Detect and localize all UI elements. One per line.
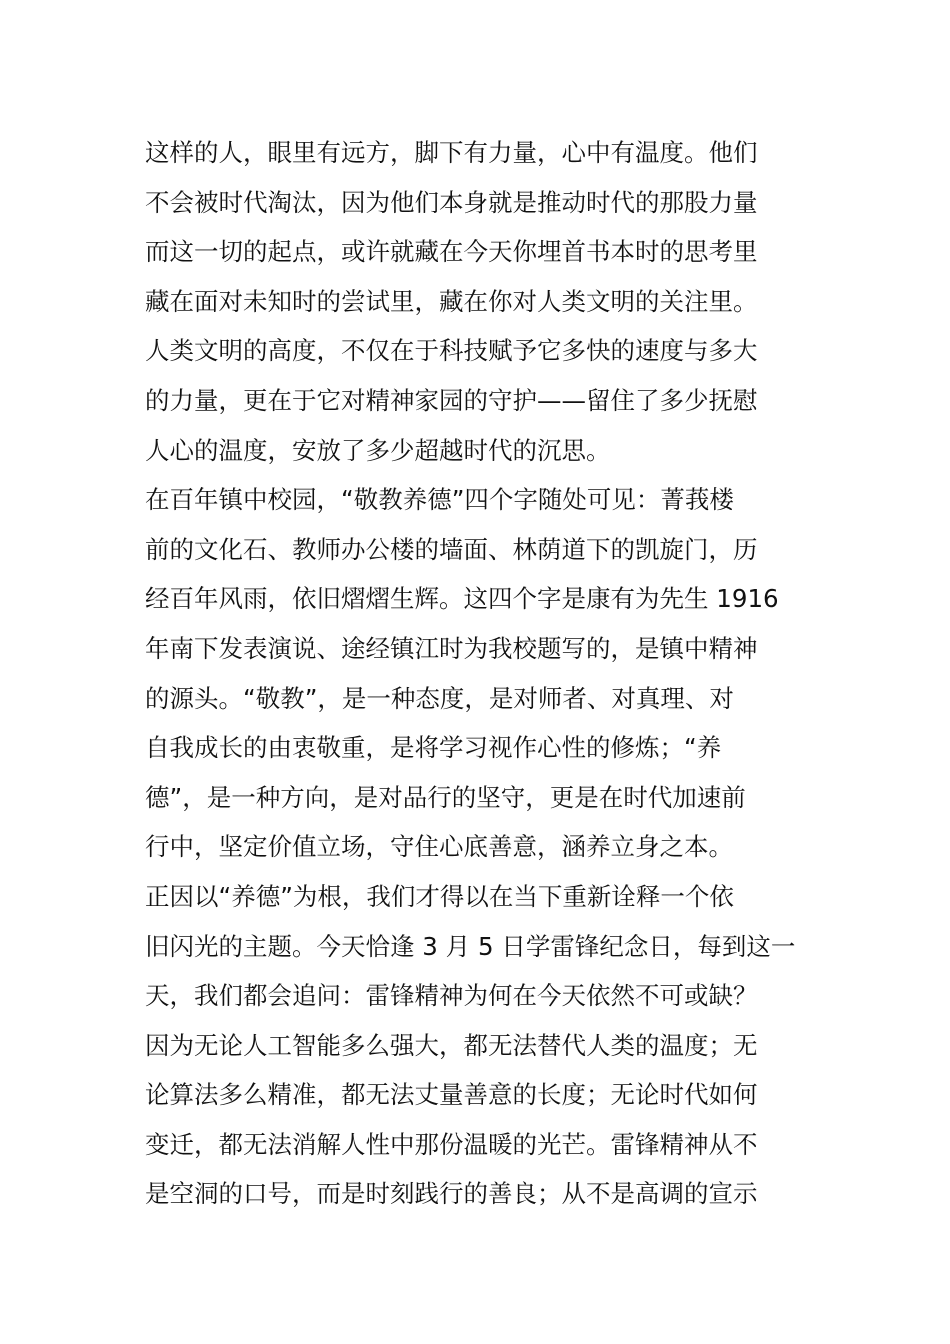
text-line: 这样的人，眼里有远方，脚下有力量，心中有温度。他们 (145, 138, 758, 167)
text-line: 因为无论人工智能多么强大，都无法替代人类的温度；无 (145, 1030, 758, 1060)
text-line: 不会被时代淘汰，因为他们本身就是推动时代的那股力量 (145, 187, 758, 217)
text-line: 前的文化石、教师办公楼的墙面、林荫道下的凯旋门，历 (145, 534, 758, 564)
text-line: 论算法多么精准，都无法丈量善意的长度；无论时代如何 (145, 1080, 758, 1110)
text-line: 德”，是一种方向，是对品行的坚守，更是在时代加速前 (145, 782, 746, 812)
text-line: 自我成长的由衷敬重，是将学习视作心性的修炼；“养 (145, 733, 722, 763)
text-line: 人心的温度，安放了多少超越时代的沉思。 (145, 435, 611, 465)
text-line: 变迁，都无法消解人性中那份温暖的光芒。雷锋精神从不 (145, 1129, 758, 1159)
text-line: 藏在面对未知时的尝试里，藏在你对人类文明的关注里。 (145, 286, 758, 316)
text-line: 而这一切的起点，或许就藏在今天你埋首书本时的思考里 (145, 237, 758, 267)
text-line: 人类文明的高度，不仅在于科技赋予它多快的速度与多大 (145, 336, 758, 366)
text-line: 行中，坚定价值立场，守住心底善意，涵养立身之本。 (145, 832, 733, 862)
text-line: 在百年镇中校园，“敬教养德”四个字随处可见：菁莪楼 (145, 485, 734, 515)
text-line: 年南下发表演说、途经镇江时为我校题写的，是镇中精神 (145, 633, 758, 663)
text-line: 是空洞的口号，而是时刻践行的善良；从不是高调的宣示 (145, 1179, 758, 1209)
text-line: 正因以“养德”为根，我们才得以在当下重新诠释一个依 (145, 881, 734, 911)
text-line: 的力量，更在于它对精神家园的守护——留住了多少抚慰 (145, 385, 758, 415)
body-text (145, 128, 815, 1219)
text-line: 天，我们都会追问：雷锋精神为何在今天依然不可或缺？ (145, 981, 758, 1011)
text-line: 经百年风雨，依旧熠熠生辉。这四个字是康有为先生 1916 (145, 584, 779, 614)
text-line: 的源头。“敬教”，是一种态度，是对师者、对真理、对 (145, 683, 734, 713)
text-line: 旧闪光的主题。今天恰逢 3 月 5 日学雷锋纪念日，每到这一 (145, 931, 796, 961)
